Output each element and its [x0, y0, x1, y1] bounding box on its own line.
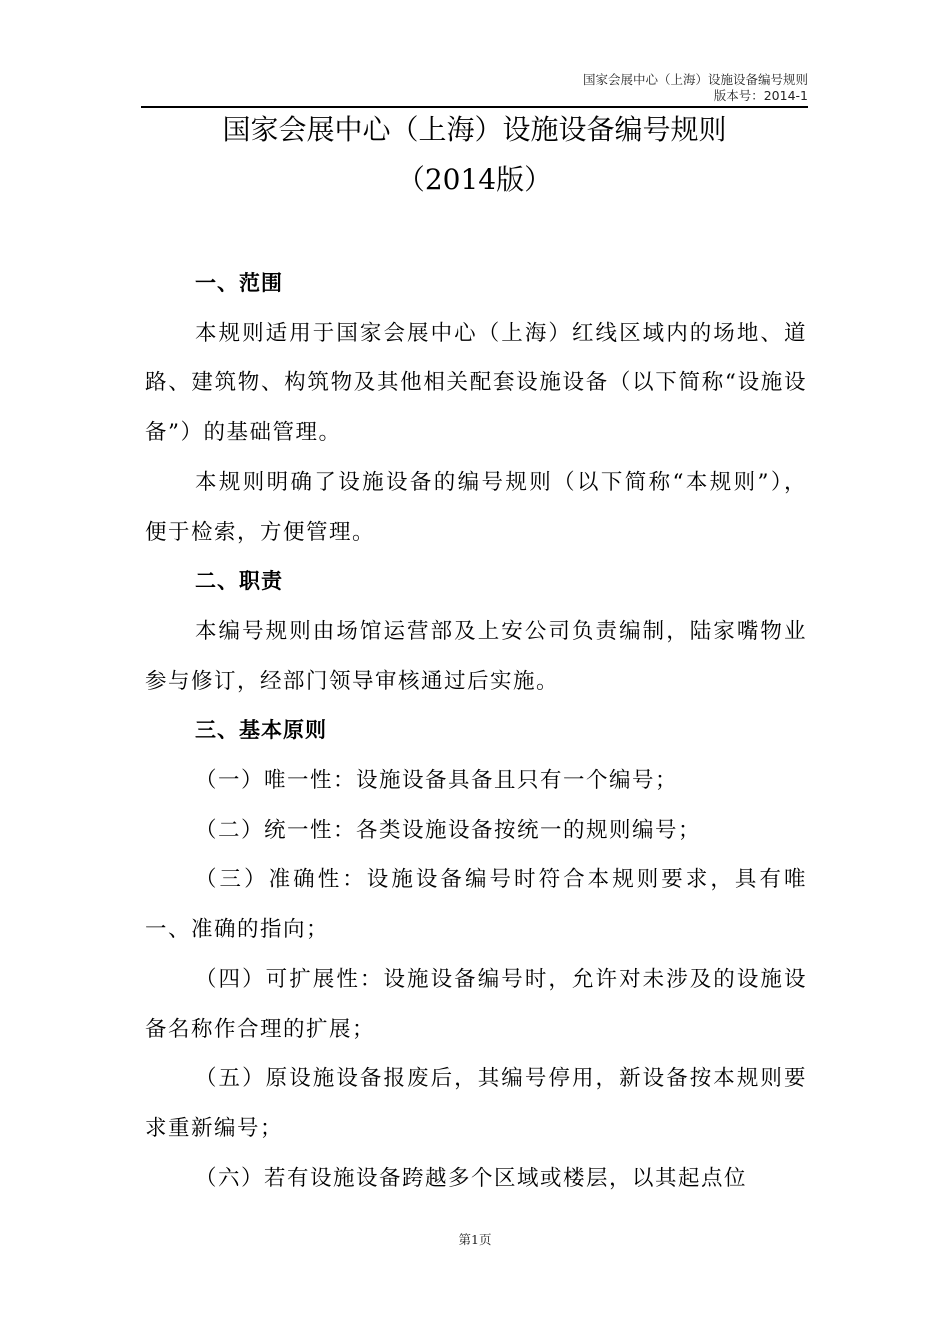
page-number: 第1页	[458, 1232, 492, 1247]
principle-item: （五）原设施设备报废后，其编号停用，新设备按本规则要求重新编号；	[145, 1066, 807, 1141]
running-header-title: 国家会展中心（上海）设施设备编号规则	[582, 72, 808, 87]
document-title: 国家会展中心（上海）设施设备编号规则	[222, 113, 727, 146]
section-heading-scope: 一、范围	[195, 271, 283, 295]
principle-item: （二）统一性：各类设施设备按统一的规则编号；	[195, 817, 702, 843]
principle-item: （四）可扩展性：设施设备编号时，允许对未涉及的设施设备名称作合理的扩展；	[145, 966, 807, 1042]
running-header-version: 版本号：2014-1	[713, 88, 808, 103]
section-heading-responsibility: 二、职责	[195, 569, 283, 594]
header-divider	[141, 106, 808, 108]
document-edition: （2014版）	[396, 163, 553, 196]
paragraph: 本规则明确了设施设备的编号规则（以下简称“本规则”），便于检索，方便管理。	[145, 469, 807, 545]
document-body	[145, 259, 807, 1203]
principle-item: （三）准确性：设施设备编号时符合本规则要求，具有唯一、准确的指向；	[145, 867, 807, 943]
principle-item: （一）唯一性：设施设备具备且只有一个编号；	[195, 768, 679, 794]
paragraph: 本编号规则由场馆运营部及上安公司负责编制，陆家嘴物业参与修订，经部门领导审核通过后实施。	[145, 618, 807, 694]
paragraph: 本规则适用于国家会展中心（上海）红线区域内的场地、道路、建筑物、构筑物及其他相关配套设施设备（以下简称“设施设备”）的基础管理。	[145, 320, 807, 446]
section-heading-principles: 三、基本原则	[195, 718, 327, 743]
principle-item: （六）若有设施设备跨越多个区域或楼层，以其起点位	[195, 1165, 748, 1191]
